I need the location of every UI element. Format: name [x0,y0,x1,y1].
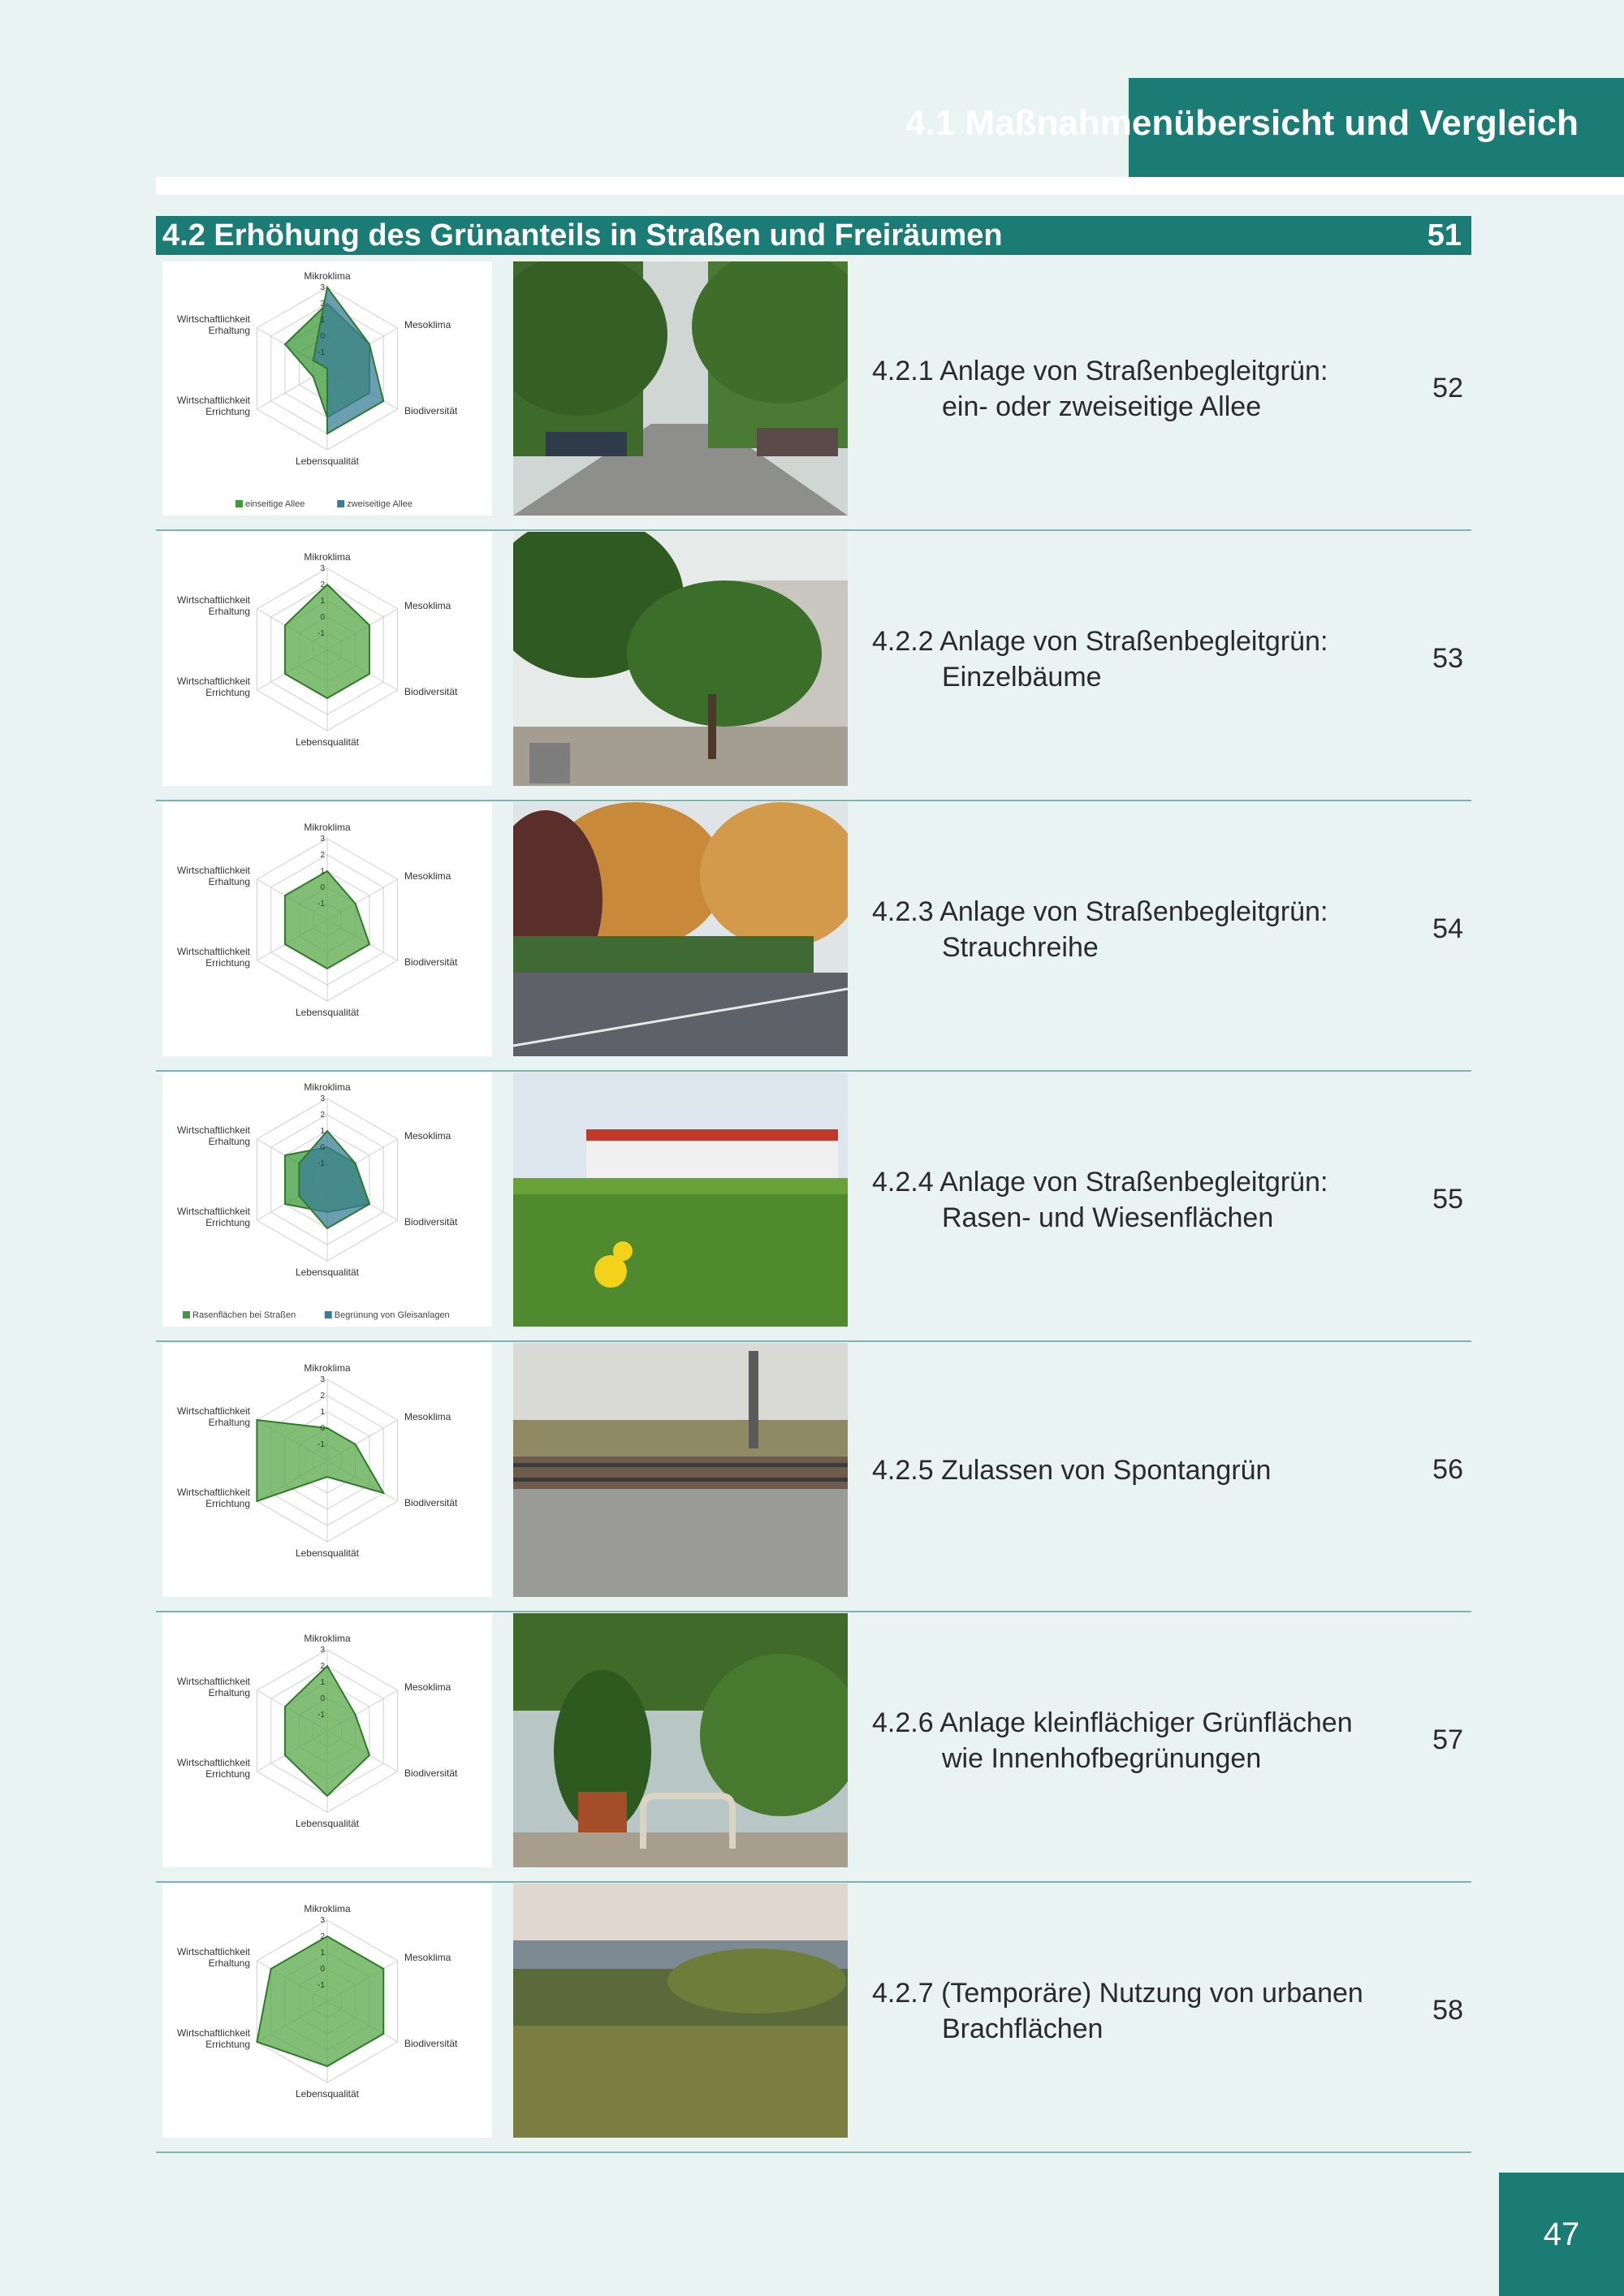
radar-tick-label: -1 [317,348,325,357]
measure-title-line1 [872,1975,1376,2011]
radar-chart-svg [162,1072,492,1327]
radar-tick-label: 1 [320,1949,325,1957]
measure-entry [872,1884,1376,2138]
radar-series-1 [285,1666,369,1796]
radar-tick-label: 3 [320,1916,325,1925]
measure-entry [872,1343,1376,1597]
radar-tick-label: 2 [320,851,325,860]
row-divider [156,1070,1471,1072]
measure-title: Anlage von Straßenbegleitgrün: [939,1166,1328,1198]
radar-axis-label: Wirtschaftlichkeit Erhaltung [176,1676,250,1698]
radar-tick-label: 1 [320,1408,325,1417]
radar-tick-label: -1 [317,1981,325,1990]
radar-tick-label: 1 [320,316,325,325]
measure-entry [872,802,1376,1056]
radar-series-2 [313,287,384,434]
radar-axis-label: Wirtschaftlichkeit Errichtung [176,675,250,698]
measure-page-number: 54 [1432,913,1463,944]
radar-axis-label: Wirtschaftlichkeit Errichtung [176,1487,250,1509]
meadow-tram-photo [513,1072,848,1327]
radar-tick-label: 0 [320,1694,325,1703]
header-rule [156,177,1624,195]
radar-axis-label: Wirtschaftlichkeit Errichtung [176,1757,250,1780]
radar-tick-label: 1 [320,867,325,876]
legend-swatch [325,1311,332,1318]
radar-axis-label: Wirtschaftlichkeit Errichtung [176,2027,250,2050]
radar-axis-label: Wirtschaftlichkeit Erhaltung [176,1405,250,1428]
radar-tick-label: 3 [320,283,325,292]
radar-tick-label: 2 [320,300,325,309]
radar-chart-svg [162,1884,492,2138]
page-number: 47 [1543,2216,1580,2252]
radar-series-1 [285,871,369,969]
measure-title-line2: ein- oder zweiseitige Allee [942,391,1262,422]
radar-axis-label: Lebensqualität [295,1547,360,1559]
row-divider [156,1611,1471,1612]
single-trees-photo [513,532,848,786]
radar-tick-label: 3 [320,835,325,844]
measure-page-number: 53 [1432,643,1463,674]
radar-axis-label: Lebensqualität [295,1007,360,1018]
measure-title: Anlage von Straßenbegleitgrün: [939,896,1328,927]
measure-page-number: 56 [1432,1454,1463,1485]
measure-row [156,802,1471,1072]
radar-tick-label: 0 [320,613,325,622]
measure-title-line1 [872,894,1376,930]
radar-axis-label: Mesoklima [404,1952,451,1963]
radar-axis-label: Biodiversität [404,2038,458,2049]
radar-tick-label: 0 [320,1143,325,1152]
radar-axis-label: Biodiversität [404,686,458,697]
radar-tick-label: 0 [320,1424,325,1433]
radar-axis-label: Biodiversität [404,1767,458,1779]
legend-label: Rasenflächen bei Straßen [192,1310,296,1320]
row-divider [156,800,1471,801]
measure-page-number: 58 [1432,1995,1463,2026]
photo-image [513,532,848,786]
radar-axis-label: Mikroklima [304,270,351,282]
radar-axis-label: Mesoklima [404,1681,451,1693]
measure-number: 4.2.5 [872,1454,934,1486]
radar-axis-label: Lebensqualität [295,2088,360,2100]
measure-title-line2: wie Innenhofbegrünungen [942,1742,1262,1774]
radar-axis-label: Biodiversität [404,956,458,968]
radar-tick-label: 1 [320,1127,325,1136]
measure-number: 4.2.7 [872,1977,934,2009]
measure-page-number: 52 [1432,373,1463,404]
measure-entry [872,532,1376,786]
radar-axis-label: Wirtschaftlichkeit Erhaltung [176,865,250,887]
radar-axis-label: Biodiversität [404,1497,458,1508]
radar-tick-label: 0 [320,883,325,892]
radar-axis-label: Lebensqualität [295,1818,360,1829]
radar-chart [162,1884,492,2138]
measure-entry [872,1613,1376,1867]
measure-page-number: 55 [1432,1184,1463,1215]
measure-title-line2: Einzelbäume [942,661,1102,693]
measure-title: Anlage kleinflächiger Grünflächen [939,1707,1353,1738]
radar-tick-label: -1 [317,1159,325,1168]
measure-title-line2: Rasen- und Wiesenflächen [942,1202,1274,1233]
chapter-title: 4.1 Maßnahmenübersicht und Vergleich [905,103,1579,143]
radar-axis-label: Biodiversität [404,1216,458,1228]
radar-axis-label: Lebensqualität [295,1267,360,1278]
courtyard-greenery-photo [513,1613,848,1867]
radar-axis-label: Mesoklima [404,600,451,611]
measure-row [156,1343,1471,1612]
measure-row [156,261,1471,531]
section-page-number: 51 [1427,218,1462,252]
railway-spontaneous-green-photo [513,1343,848,1597]
measure-number: 4.2.3 [872,896,934,927]
measure-title-line2: Strauchreihe [942,931,1099,963]
radar-chart-svg [162,261,492,516]
legend-label: Begrünung von Gleisanlagen [334,1310,450,1320]
measure-title-line1 [872,1164,1376,1200]
radar-axis-label: Wirtschaftlichkeit Errichtung [176,1206,250,1228]
measure-number: 4.2.6 [872,1707,934,1738]
measure-number: 4.2.2 [872,625,934,657]
photo-image [513,261,848,516]
radar-axis-label: Mesoklima [404,870,451,882]
photo-image [513,1613,848,1867]
measure-title-line1 [872,1705,1376,1741]
radar-axis-label: Mesoklima [404,319,451,330]
measure-page-number: 57 [1432,1724,1463,1755]
radar-axis-label: Wirtschaftlichkeit Errichtung [176,946,250,969]
radar-tick-label: 1 [320,597,325,606]
legend-label: einseitige Allee [245,499,305,509]
radar-tick-label: 0 [320,1965,325,1974]
measure-number: 4.2.4 [872,1166,934,1198]
row-divider [156,2151,1471,2153]
radar-axis-label: Lebensqualität [295,455,360,467]
radar-tick-label: 3 [320,1094,325,1103]
photo-image [513,1343,848,1597]
measure-row [156,1613,1471,1883]
urban-wasteland-photo [513,1884,848,2138]
radar-axis-label: Mikroklima [304,1633,351,1644]
radar-axis-label: Biodiversität [404,405,458,416]
measure-title: Anlage von Straßenbegleitgrün: [939,355,1328,386]
legend-swatch [183,1311,190,1318]
photo-image [513,802,848,1056]
section-heading-bar [156,216,1471,255]
radar-tick-label: 2 [320,1932,325,1941]
radar-axis-label: Mesoklima [404,1130,451,1142]
measure-title-line1 [872,1452,1376,1488]
section-title: 4.2 Erhöhung des Grünanteils in Straßen und Freiräumen [162,218,1003,252]
row-divider [156,529,1471,531]
measure-number: 4.2.1 [872,355,934,386]
measure-row [156,532,1471,801]
legend-swatch [337,500,344,507]
radar-axis-label: Wirtschaftlichkeit Erhaltung [176,1946,250,1969]
radar-tick-label: 2 [320,1111,325,1120]
radar-tick-label: -1 [317,1711,325,1720]
radar-tick-label: -1 [317,1440,325,1449]
radar-chart [162,1072,492,1327]
row-divider [156,1340,1471,1342]
radar-tick-label: 3 [320,564,325,573]
radar-chart-svg [162,532,492,786]
radar-tick-label: 1 [320,1678,325,1687]
radar-tick-label: 0 [320,332,325,341]
radar-axis-label: Mikroklima [304,551,351,563]
radar-series-2 [299,1131,369,1228]
radar-axis-label: Mesoklima [404,1411,451,1422]
radar-tick-label: 3 [320,1375,325,1384]
radar-chart-svg [162,1343,492,1597]
radar-axis-label: Mikroklima [304,822,351,833]
radar-chart [162,1343,492,1597]
measure-entry [872,1072,1376,1327]
radar-tick-label: 2 [320,580,325,589]
radar-axis-label: Mikroklima [304,1362,351,1374]
measure-row [156,1072,1471,1342]
radar-tick-label: -1 [317,629,325,638]
radar-axis-label: Wirtschaftlichkeit Erhaltung [176,1124,250,1147]
legend-label: zweiseitige Allee [347,499,412,509]
legend-swatch [235,500,243,507]
radar-chart-svg [162,1613,492,1867]
measure-entry [872,261,1376,516]
shrub-row-photo [513,802,848,1056]
radar-axis-label: Mikroklima [304,1903,351,1914]
row-divider [156,1881,1471,1883]
photo-image [513,1884,848,2138]
radar-axis-label: Wirtschaftlichkeit Errichtung [176,395,250,417]
measure-row [156,1884,1471,2153]
radar-tick-label: 2 [320,1662,325,1671]
measure-title-line1 [872,624,1376,659]
radar-tick-label: 2 [320,1392,325,1400]
street-alley-photo [513,261,848,516]
measure-title: (Temporäre) Nutzung von urbanen [941,1977,1363,2009]
radar-axis-label: Lebensqualität [295,736,360,748]
radar-axis-label: Wirtschaftlichkeit Erhaltung [176,313,250,336]
radar-chart [162,802,492,1056]
radar-tick-label: 3 [320,1646,325,1655]
photo-image [513,1072,848,1327]
measure-title-line2: Brachflächen [942,2013,1104,2044]
radar-chart [162,261,492,516]
measure-title: Anlage von Straßenbegleitgrün: [939,625,1328,657]
radar-tick-label: -1 [317,900,325,908]
radar-axis-label: Mikroklima [304,1081,351,1093]
radar-chart-svg [162,802,492,1056]
radar-axis-label: Wirtschaftlichkeit Erhaltung [176,594,250,617]
radar-chart [162,1613,492,1867]
measure-title-line1 [872,353,1376,389]
measure-title: Zulassen von Spontangrün [941,1454,1272,1486]
radar-chart [162,532,492,786]
